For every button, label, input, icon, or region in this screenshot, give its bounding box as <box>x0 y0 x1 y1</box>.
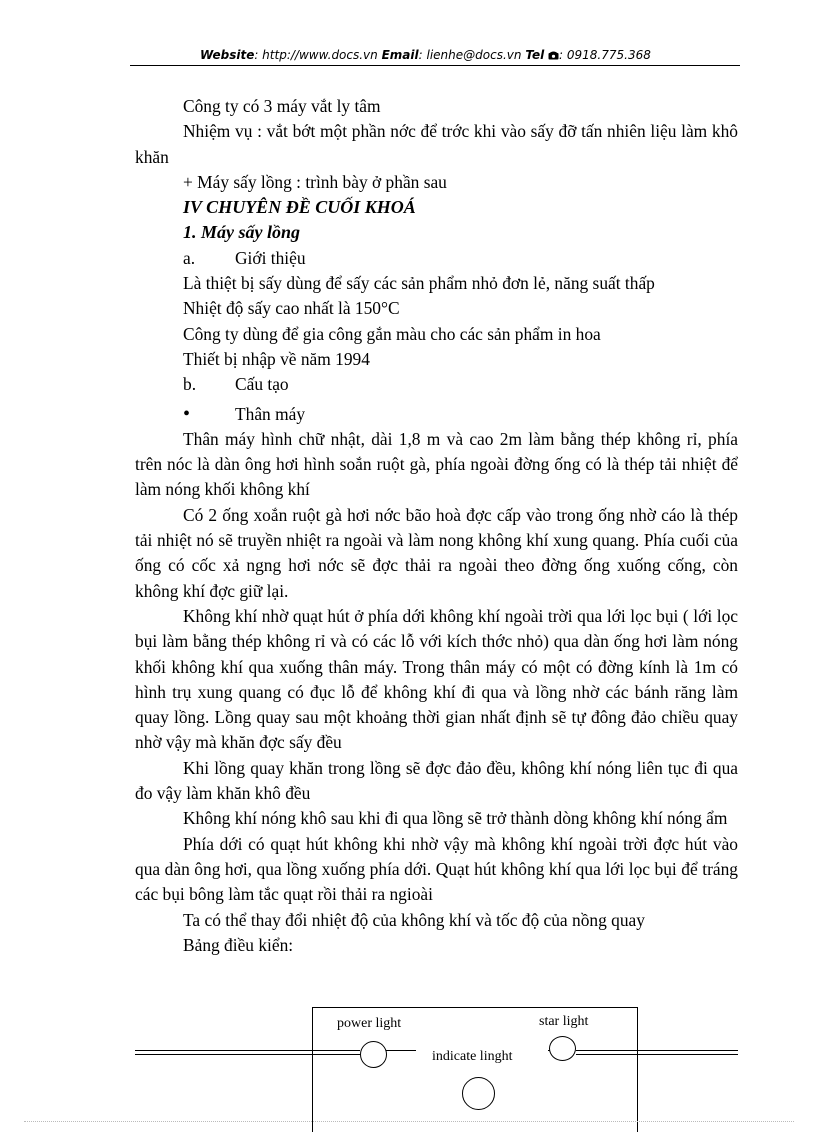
wire-left <box>386 1050 416 1051</box>
list-item-b <box>135 372 738 397</box>
page-header <box>200 48 670 62</box>
wire-right <box>576 1050 738 1051</box>
paragraph: Khi lồng quay khăn trong lồng sẽ đợc đảo đều, không khí nóng liên tục đi qua đo vậy làm khăn khô đều <box>135 757 738 804</box>
control-panel-box <box>312 1007 638 1132</box>
paragraph: Ta có thể thay đổi nhiệt độ của không khí và tốc độ của nồng quay <box>183 909 645 930</box>
email-value: : lienhe@docs.vn <box>418 48 522 62</box>
paragraph: Có 2 ống xoắn ruột gà hơi nớc bão hoà đợc cấp vào trong ống nhờ cáo là thép tải nhiệt nó sẽ truyền nhiệt ra ngoài và làm nong không khí xung quang. Phía cuối của ống có cốc xả ngng hơi nớc sẽ đợc thải ra ngoài theo đờng ống xuống cống, còn không khí đợc giữ lại. <box>135 504 738 601</box>
star-light-icon <box>549 1036 576 1061</box>
list-text: Giới thiệu <box>235 247 306 268</box>
tel-value: : 0918.775.368 <box>559 48 651 62</box>
list-marker: a. <box>183 247 196 268</box>
document-body <box>135 94 738 958</box>
paragraph: Thiết bị nhập về năm 1994 <box>183 348 370 369</box>
page-bottom-edge <box>24 1121 794 1122</box>
paragraph: Nhiệt độ sấy cao nhất là 150°C <box>183 298 400 319</box>
email-label: Email <box>381 48 419 62</box>
bullet-item <box>135 402 738 427</box>
power-light-icon <box>360 1041 387 1068</box>
list-text: Thân máy <box>235 403 306 424</box>
paragraph: Bảng điều kiển: <box>183 934 294 955</box>
paragraph: Là thiệt bị sấy dùng để sấy các sản phẩm nhỏ đơn lẻ, năng suất thấp <box>183 273 655 294</box>
wire-right <box>576 1054 738 1055</box>
paragraph: Nhiệm vụ : vắt bớt một phần nớc để trớc khi vào sấy đỡ tấn nhiên liệu làm khô khăn <box>135 121 738 167</box>
section-heading: IV CHUYÊN ĐỀ CUỐI KHOÁ <box>183 197 416 218</box>
paragraph: Công ty có 3 máy vắt ly tâm <box>183 96 381 116</box>
paragraph: Không khí nóng khô sau khi đi qua lồng sẽ trở thành dòng không khí nóng ẩm <box>183 808 728 829</box>
star-light-label: star light <box>539 1014 589 1029</box>
paragraph: Công ty dùng để gia công gắn màu cho các sản phẩm in hoa <box>183 323 601 344</box>
paragraph: Thân máy hình chữ nhật, dài 1,8 m và cao 2m làm bằng thép không rỉ, phía trên nóc là dàn ông hơi hình soắn ruột gà, phía ngoài đờng ống có là thép tải nhiệt để làm nóng khối không khí <box>135 428 738 500</box>
power-light-label: power light <box>337 1016 402 1031</box>
subsection-heading: 1. Máy sấy lồng <box>183 222 300 243</box>
wire-right <box>548 1050 554 1051</box>
wire-left <box>135 1054 360 1055</box>
paragraph: Không khí nhờ quạt hút ở phía dới không khí ngoài trời qua lới lọc bụi ( lới lọc bụi làm bằng thép không rỉ và có các lỗ với kích thớc nhỏ) qua dàn ống hơi làm nóng khối không khí qua xuống thân máy. Trong thân máy có một có đờng kính là 1m có hình trụ xung quang có đục lỗ để không khí đi qua và lồng nhờ các bánh răng làm quay lồng. Lồng quay sau một khoảng thời gian nhất định sẽ tự đông đảo chiều quay nhờ vậy mà khăn đợc sấy đều <box>135 605 738 753</box>
wire-left <box>135 1050 360 1051</box>
tel-label: Tel <box>525 48 545 62</box>
website-label: Website <box>200 48 255 62</box>
indicate-light-icon <box>462 1077 495 1110</box>
bullet-icon: • <box>183 402 191 425</box>
header-rule <box>130 65 740 66</box>
list-item-a <box>135 246 738 271</box>
phone-icon <box>548 50 559 60</box>
list-marker: b. <box>183 374 197 395</box>
list-text: Cấu tạo <box>235 374 289 395</box>
indicate-light-label: indicate linght <box>432 1049 513 1064</box>
paragraph: Phía dới có quạt hút không khi nhờ vậy mà không khí ngoài trời đợc hút vào qua dàn ông hơi, qua lồng xuống phía dới. Quạt hút không khí qua lới lọc bụi để tráng các bụi bông làm tắc quạt rồi thải ra ngioài <box>135 833 738 905</box>
website-value: : http://www.docs.vn <box>254 48 378 62</box>
paragraph: + Máy sấy lồng : trình bày ở phần sau <box>183 171 447 192</box>
